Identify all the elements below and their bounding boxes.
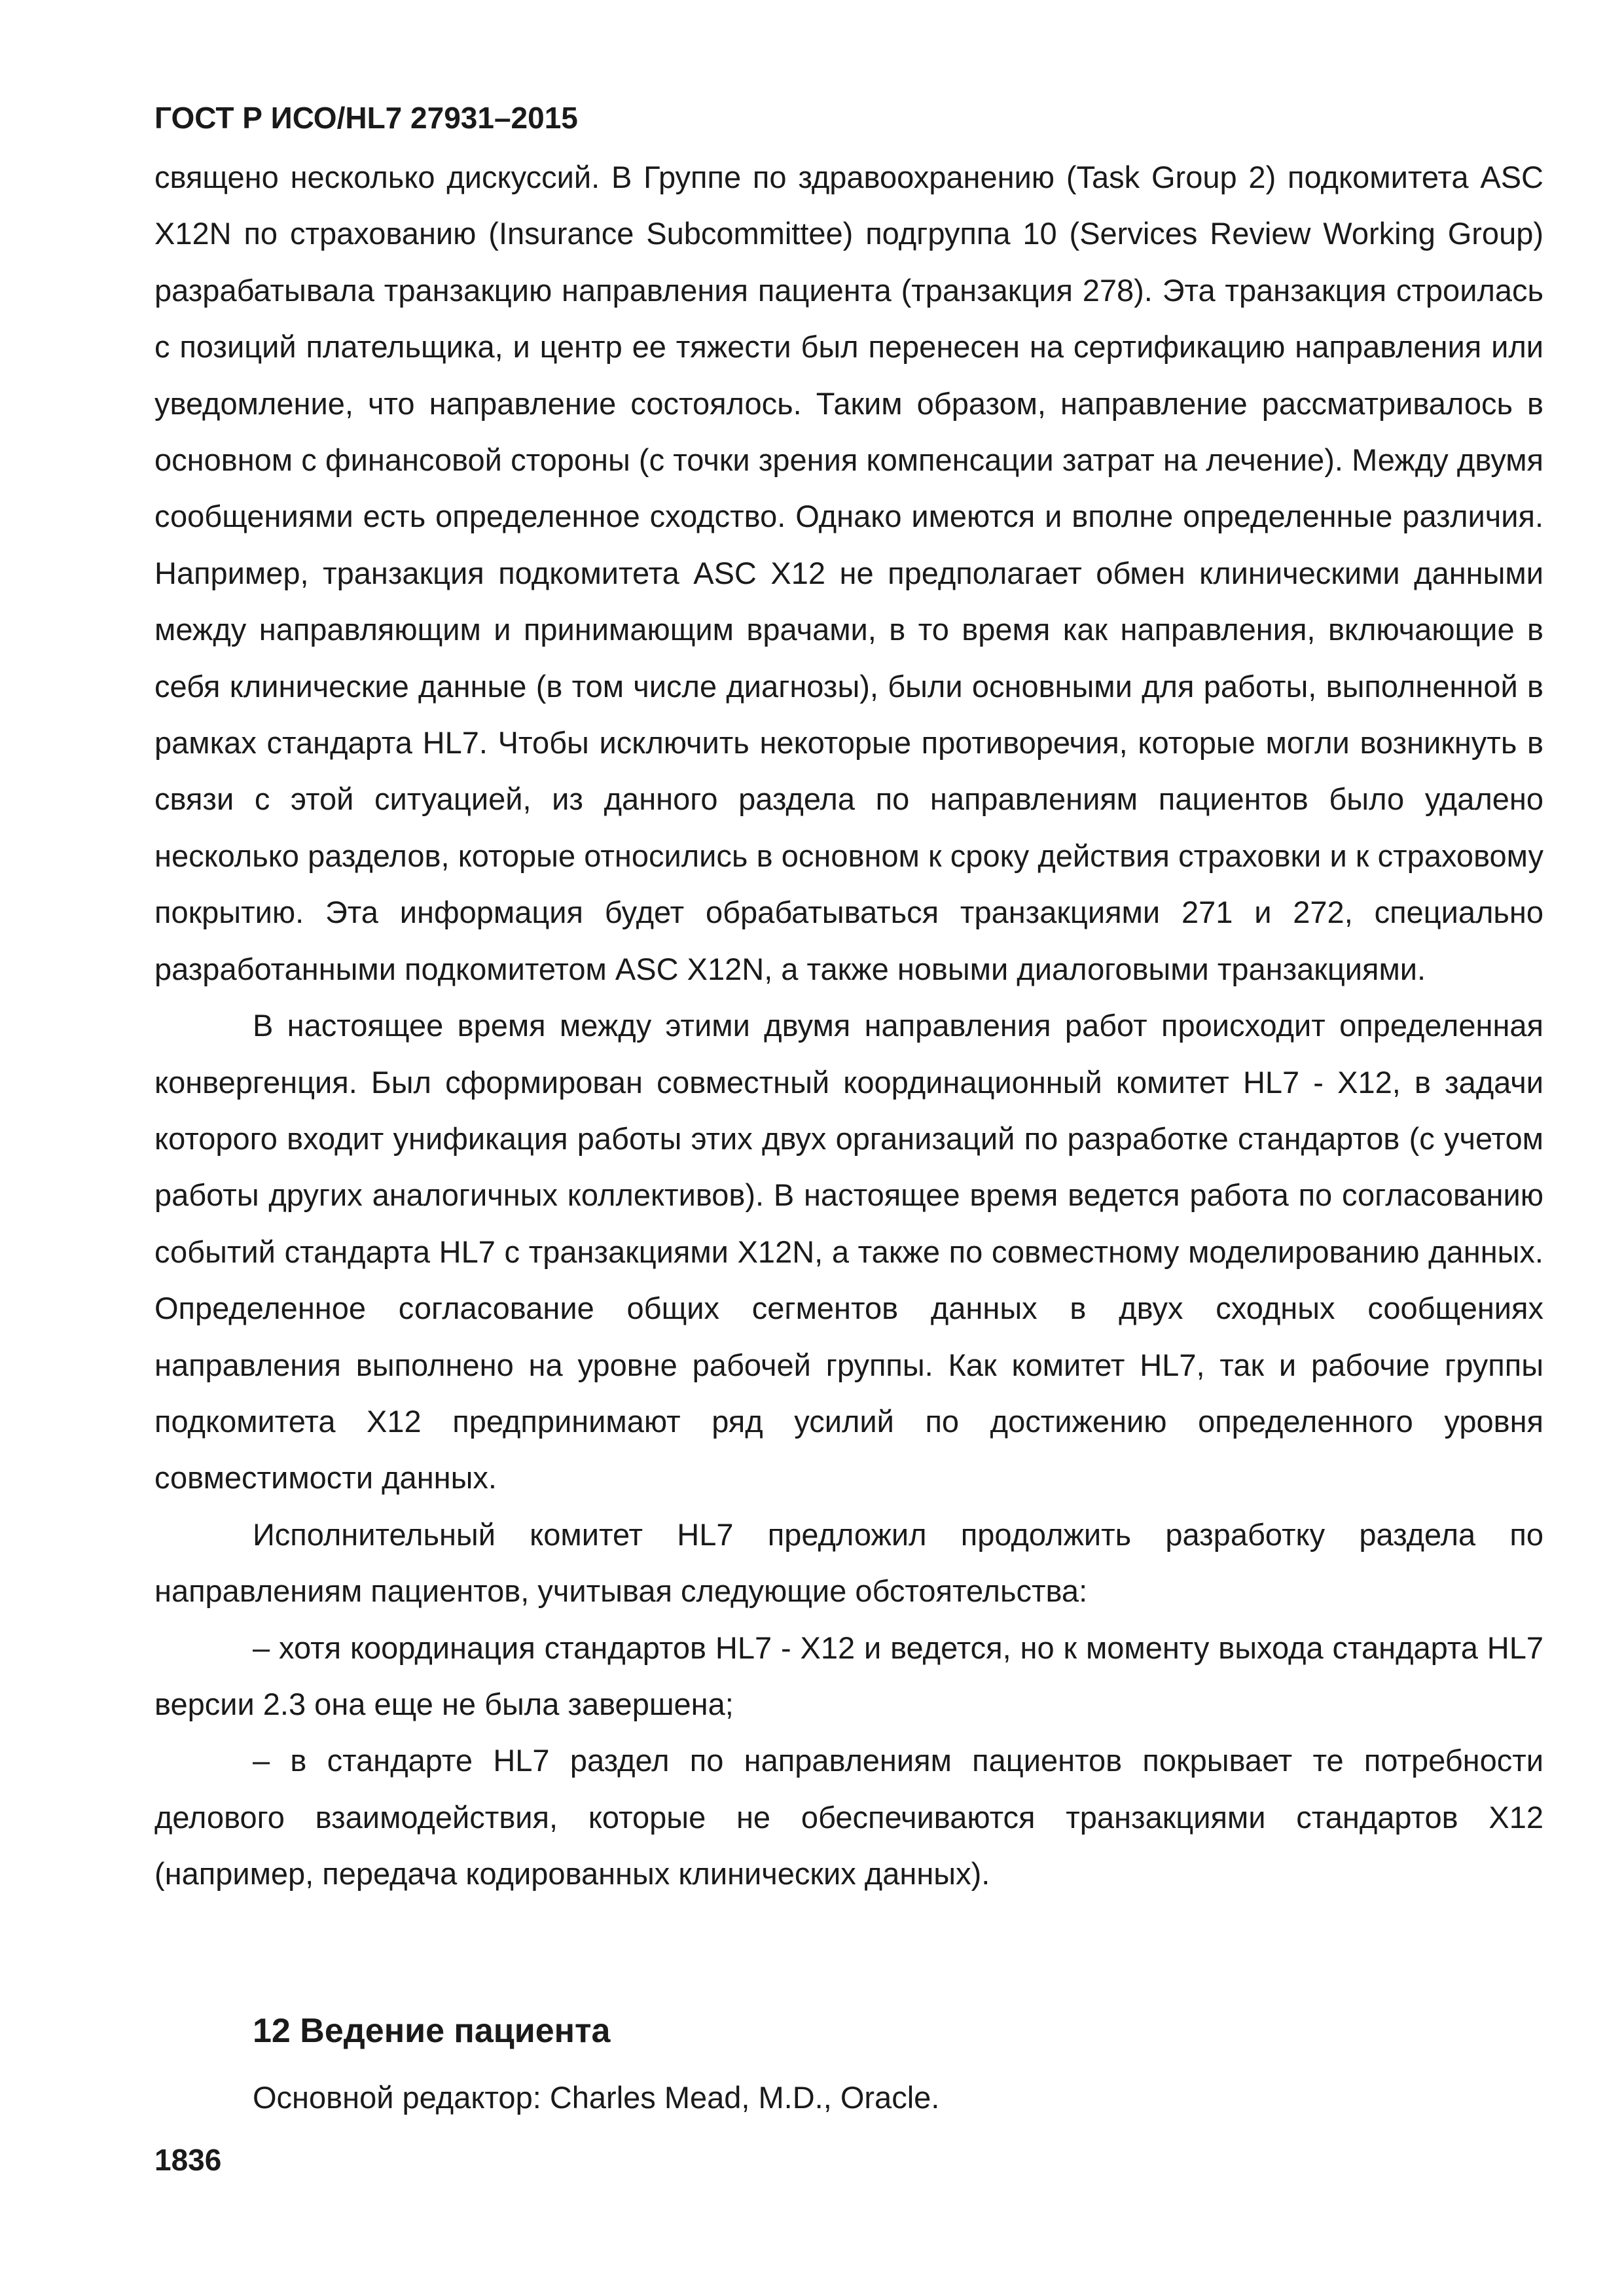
section-heading: 12 Ведение пациента	[253, 2012, 611, 2050]
standard-header: ГОСТ Р ИСО/HL7 27931–2015	[154, 101, 578, 135]
section-editor: Основной редактор: Charles Mead, M.D., Oracle.	[253, 2080, 940, 2115]
page-number: 1836	[154, 2143, 222, 2177]
paragraph-continuation: священо несколько дискуссий. В Группе по здравоохранению (Task Group 2) подкомитета ASC X12N по страхованию (Insurance Subcommittee) подгруппа 10 (Services Review Working Group) разрабатывала транзакцию направления пациента (транзакция 278). Эта транзакция строилась с позиций плательщика, и центр ее тяжести был перенесен на сертификацию направления или уведомление, что направление состоялось. Таким образом, направление рассматривалось в основном с финансовой стороны (с точки зрения компенсации затрат на лечение). Между двумя сообщениями есть определенное сходство. Однако имеются и вполне определенные различия. Например, транзакция подкомитета ASC X12 не предполагает обмен клиническими данными между направляющим и принимающим врачами, в то время как направления, включающие в себя клинические данные (в том числе диагнозы), были основными для работы, выполненной в рамках стандарта HL7. Чтобы исключить некоторые противоречия, которые могли возникнуть в связи с этой ситуацией, из данного раздела по направлениям пациентов было удалено несколько разделов, которые относились в основном к сроку действия страховки и к страховому покрытию. Эта информация будет обрабатываться транзакциями 271 и 272, специально разработанными подкомитетом ASC X12N, а также новыми диалоговыми транзакциями.	[154, 160, 1543, 986]
body-text	[154, 149, 1543, 1903]
paragraph-executive-committee: Исполнительный комитет HL7 предложил продолжить разработку раздела по направлениям пациентов, учитывая следующие обстоятельства:	[154, 1516, 1543, 1609]
list-item-business-needs: – в стандарте HL7 раздел по направлениям пациентов покрывает те потребности делового взаимодействия, которые не обеспечиваются транзакциями стандартов X12 (например, передача кодированных клинических данных).	[154, 1743, 1543, 1892]
list-item-coordination: – хотя координация стандартов HL7 - X12 и ведется, но к моменту выхода стандарта HL7 версии 2.3 она еще не была завершена;	[154, 1630, 1543, 1721]
paragraph-convergence: В настоящее время между этими двумя направления работ происходит определенная конвергенция. Был сформирован совместный координационный комитет HL7 - X12, в задачи которого входит унификация работы этих двух организаций по разработке стандартов (с учетом работы других аналогичных коллективов). В настоящее время ведется работа по согласованию событий стандарта HL7 с транзакциями X12N, а также по совместному моделированию данных. Определенное согласование общих сегментов данных в двух сходных сообщениях направления выполнено на уровне рабочей группы. Как комитет HL7, так и рабочие группы подкомитета X12 предпринимают ряд усилий по достижению определенного уровня совместимости данных.	[154, 1008, 1543, 1496]
